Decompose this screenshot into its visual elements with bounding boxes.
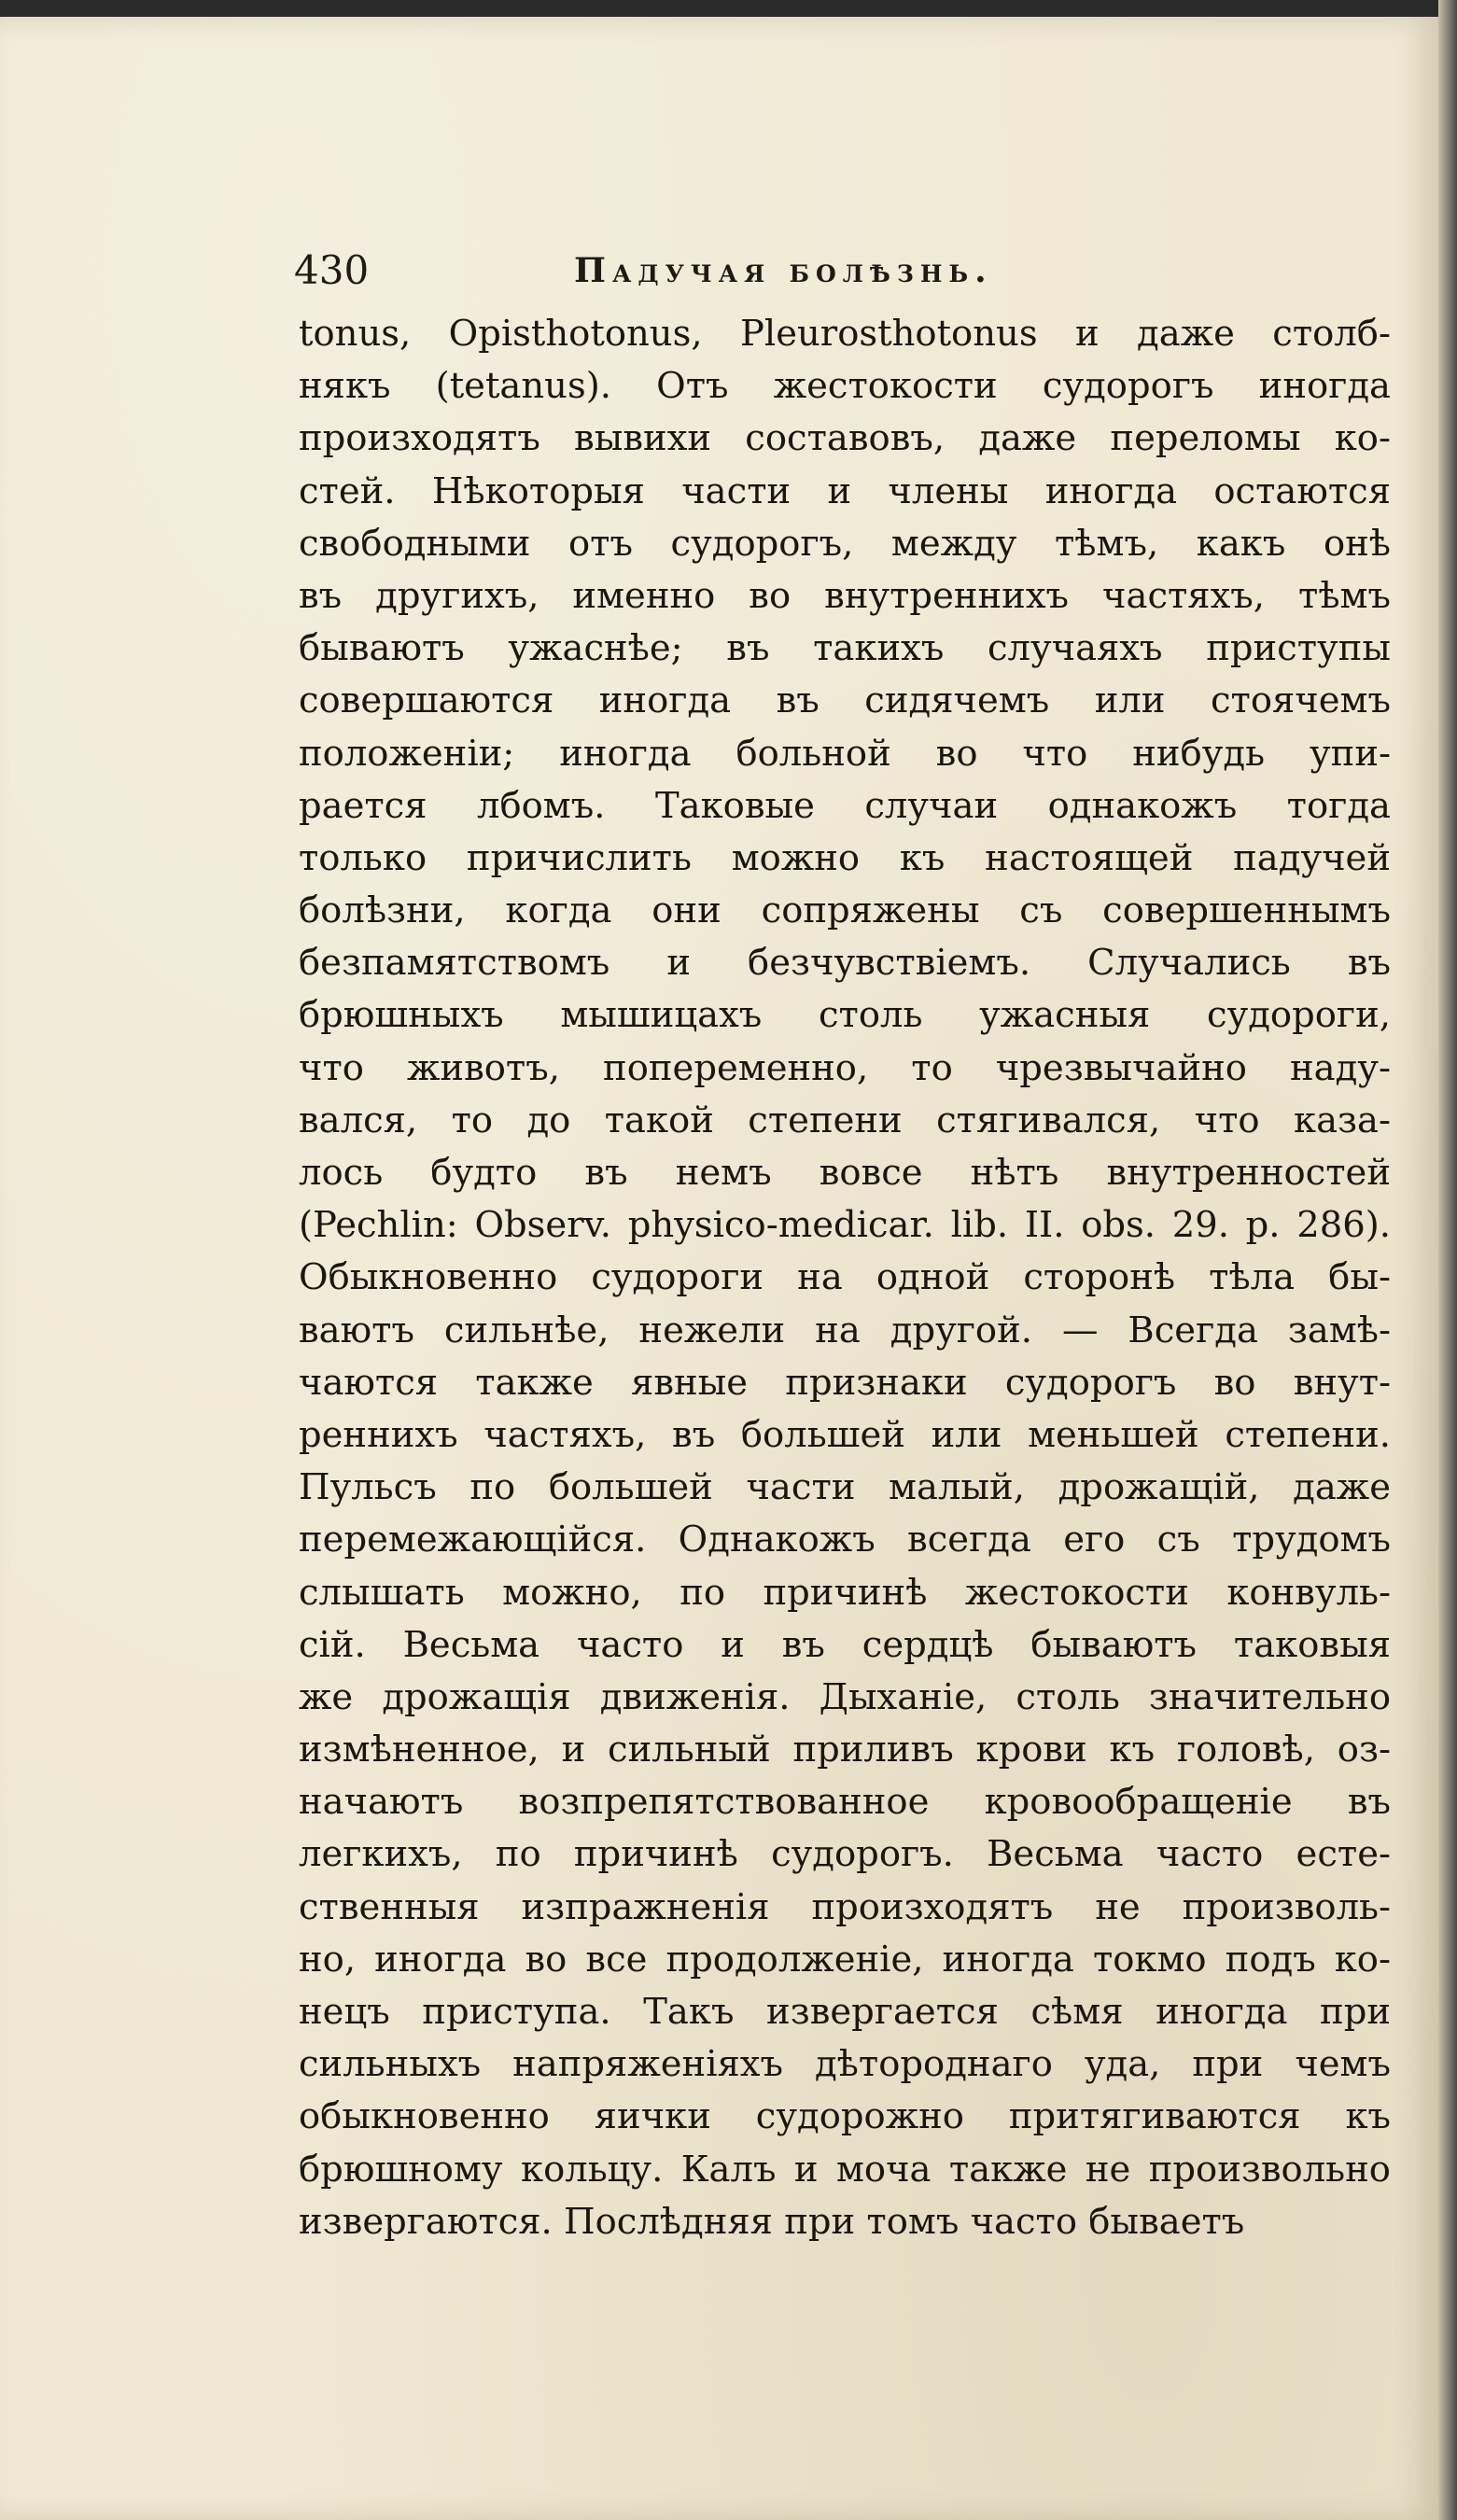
text-line: ственныя изпражненія произходятъ не произволь- [299, 1885, 1391, 1928]
text-line: начаютъ возпрепятствованное кровообращеніе въ [299, 1781, 1391, 1824]
text-line: въ другихъ, именно во внутреннихъ частяхъ, тѣмъ [299, 574, 1391, 617]
text-line: бываютъ ужаснѣе; въ такихъ случаяхъ приступы [299, 627, 1391, 670]
text-line: брюшному кольцу. Калъ и моча также не произвольно [299, 2148, 1391, 2191]
text-line: ваютъ сильнѣе, нежели на другой. — Всегда замѣ- [299, 1309, 1391, 1351]
text-line: (Pechlin: Observ. physico-medicar. lib. II. obs. 29. p. 286). [299, 1204, 1391, 1247]
text-line: брюшныхъ мышицахъ столь ужасныя судороги, [299, 994, 1391, 1037]
text-line: Пульсъ по большей части малый, дрожащій, даже [299, 1466, 1391, 1509]
body-text [299, 308, 1391, 2248]
text-line: tonus, Opisthotonus, Pleurosthotonus и даже столб- [299, 313, 1391, 355]
text-line: обыкновенно яички судорожно притягиваются къ [299, 2095, 1391, 2138]
text-line: слышать можно, по причинѣ жестокости конвуль- [299, 1571, 1391, 1614]
text-line: безпамятствомъ и безчувствіемъ. Случались въ [299, 942, 1391, 985]
text-line: болѣзни, когда они сопряжены съ совершеннымъ [299, 889, 1391, 932]
text-line: лось будто въ немъ вовсе нѣтъ внутренностей [299, 1152, 1391, 1194]
text-line: чаются также явные признаки судорогъ во внут- [299, 1361, 1391, 1404]
text-line: Обыкновенно судороги на одной сторонѣ тѣла бы- [299, 1256, 1391, 1299]
text-line: измѣненное, и сильный приливъ крови къ головѣ, оз- [299, 1729, 1391, 1771]
text-line: сильныхъ напряженіяхъ дѣтороднаго уда, при чемъ [299, 2043, 1391, 2086]
text-line: сій. Весьма часто и въ сердцѣ бываютъ таковыя [299, 1623, 1391, 1666]
text-line: легкихъ, по причинѣ судорогъ. Весьма часто есте- [299, 1833, 1391, 1876]
text-line: совершаются иногда въ сидячемъ или стоячемъ [299, 679, 1391, 722]
text-line: вался, то до такой степени стягивался, что каза- [299, 1099, 1391, 1141]
page-edge-shadow [1438, 0, 1457, 2520]
text-line: реннихъ частяхъ, въ большей или меньшей степени. [299, 1413, 1391, 1456]
book-page [0, 17, 1438, 2520]
text-line: же дрожащія движенія. Дыханіе, столь значительно [299, 1675, 1391, 1718]
text-line: что животъ, попеременно, то чрезвычайно наду- [299, 1046, 1391, 1089]
text-line: извергаются. Послѣдняя при томъ часто бываетъ [299, 2200, 1245, 2243]
text-line: стей. Нѣкоторыя части и члены иногда остаются [299, 469, 1391, 512]
text-line: произходятъ вывихи составовъ, даже переломы ко- [299, 417, 1391, 460]
text-line: только причислить можно къ настоящей падучей [299, 836, 1391, 879]
page-header [294, 243, 1395, 299]
text-line: рается лбомъ. Таковые случаи однакожъ тогда [299, 784, 1391, 827]
text-line: но, иногда во все продолженіе, иногда токмо подъ ко- [299, 1938, 1391, 1981]
text-line: перемежающійся. Однакожъ всегда его съ трудомъ [299, 1519, 1391, 1561]
page-number: 430 [294, 247, 370, 293]
running-title: Падучая болѣзнь. [574, 251, 993, 290]
text-line: свободными отъ судорогъ, между тѣмъ, какъ онѣ [299, 522, 1391, 565]
text-line: положеніи; иногда больной во что нибудь упи- [299, 732, 1391, 775]
text-line: нецъ приступа. Такъ извергается сѣмя иногда при [299, 1991, 1391, 2033]
text-line: някъ (tetanus). Отъ жестокости судорогъ иногда [299, 365, 1391, 408]
